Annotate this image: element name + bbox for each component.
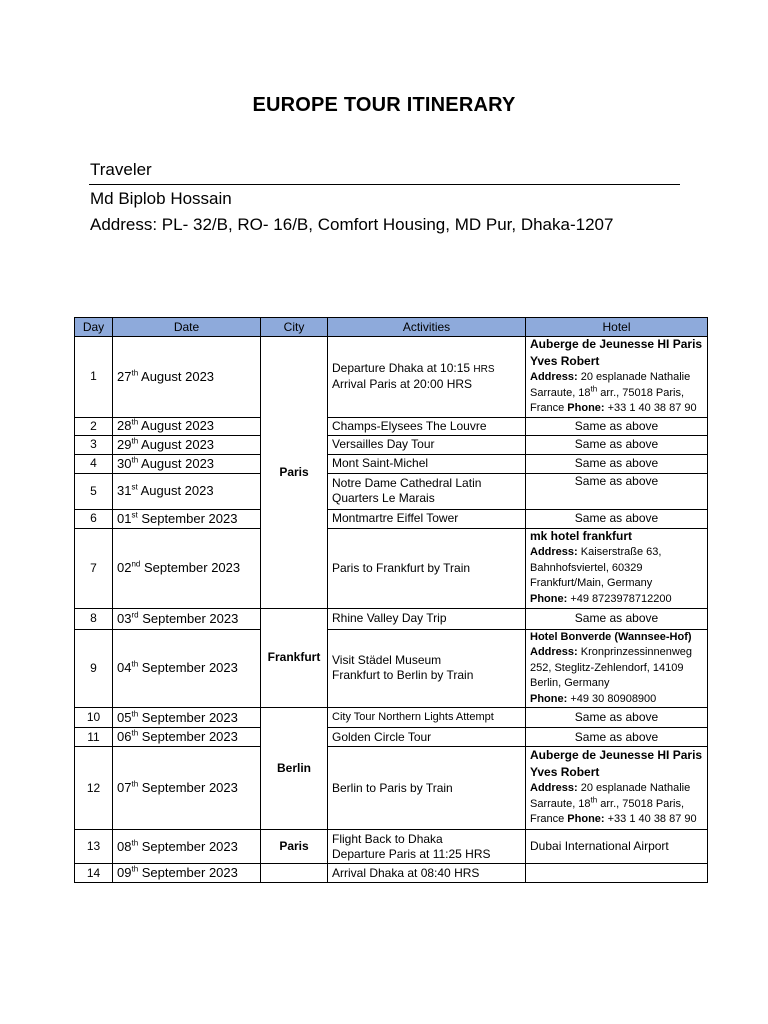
day-cell: 12: [75, 747, 113, 830]
day-cell: 9: [75, 629, 113, 708]
hotel-cell: Auberge de Jeunesse HI Paris Yves Robert Address: 20 esplanade Nathalie Sarraute, 18th arr., 75018 Paris, France Phone: +33 1 40 38 87 90: [526, 747, 708, 830]
table-row: [75, 864, 708, 883]
date-cell: 27th August 2023: [113, 337, 261, 418]
traveler-name: Md Biplob Hossain: [90, 189, 232, 208]
table-row: [75, 708, 708, 728]
header-day: Day: [75, 318, 113, 337]
activities-cell: Visit Städel Museum Frankfurt to Berlin by Train: [328, 629, 526, 708]
itinerary-table: [74, 317, 708, 883]
table-row: [75, 509, 708, 528]
hotel-cell: Same as above: [526, 473, 708, 509]
hotel-cell: Same as above: [526, 417, 708, 435]
table-row: [75, 473, 708, 509]
day-cell: 4: [75, 454, 113, 473]
date-cell: 08th September 2023: [113, 830, 261, 864]
header-hotel: Hotel: [526, 318, 708, 337]
hotel-cell: Auberge de Jeunesse HI Paris Yves Robert Address: 20 esplanade Nathalie Sarraute, 18th arr., 75018 Paris, France Phone: +33 1 40 38 87 90: [526, 337, 708, 418]
table-row: [75, 608, 708, 629]
traveler-label: Traveler: [90, 160, 152, 179]
table-row: [75, 435, 708, 454]
day-cell: 2: [75, 417, 113, 435]
day-cell: 3: [75, 435, 113, 454]
city-cell: [261, 864, 328, 883]
table-row: [75, 528, 708, 608]
table-row: [75, 747, 708, 830]
hotel-cell: Same as above: [526, 708, 708, 728]
document-title: EUROPE TOUR ITINERARY: [252, 94, 516, 116]
date-cell: 02nd September 2023: [113, 528, 261, 608]
day-cell: 1: [75, 337, 113, 418]
date-cell: 28th August 2023: [113, 417, 261, 435]
activities-cell: Golden Circle Tour: [328, 728, 526, 747]
traveler-address: Address: PL- 32/B, RO- 16/B, Comfort Housing, MD Pur, Dhaka-1207: [90, 215, 614, 234]
city-cell: Berlin: [261, 708, 328, 830]
date-cell: 07th September 2023: [113, 747, 261, 830]
activities-cell: Rhine Valley Day Trip: [328, 608, 526, 629]
activities-cell: Flight Back to Dhaka Departure Paris at 11:25 HRS: [328, 830, 526, 864]
activities-cell: Berlin to Paris by Train: [328, 747, 526, 830]
table-row: [75, 454, 708, 473]
activities-cell: Montmartre Eiffel Tower: [328, 509, 526, 528]
hotel-cell: Same as above: [526, 435, 708, 454]
hotel-cell: Same as above: [526, 728, 708, 747]
table-header-row: [75, 318, 708, 337]
city-cell: Paris: [261, 830, 328, 864]
table-row: [75, 728, 708, 747]
header-city: City: [261, 318, 328, 337]
date-cell: 04th September 2023: [113, 629, 261, 708]
date-cell: 06th September 2023: [113, 728, 261, 747]
hotel-cell: Same as above: [526, 509, 708, 528]
hotel-cell: Dubai International Airport: [526, 830, 708, 864]
activities-cell: Paris to Frankfurt by Train: [328, 528, 526, 608]
activities-cell: Notre Dame Cathedral Latin Quarters Le Marais: [328, 473, 526, 509]
header-activities: Activities: [328, 318, 526, 337]
day-cell: 14: [75, 864, 113, 883]
hotel-cell: Same as above: [526, 608, 708, 629]
hotel-cell: Hotel Bonverde (Wannsee-Hof) Address: Kronprinzessinnenweg 252, Steglitz-Zehlendorf, 14109 Berlin, Germany Phone: +49 30 80908900: [526, 629, 708, 708]
activities-cell: Mont Saint-Michel: [328, 454, 526, 473]
day-cell: 11: [75, 728, 113, 747]
day-cell: 8: [75, 608, 113, 629]
table-row: [75, 337, 708, 418]
activities-cell: Versailles Day Tour: [328, 435, 526, 454]
date-cell: 05th September 2023: [113, 708, 261, 728]
city-cell: Frankfurt: [261, 608, 328, 708]
date-cell: 03rd September 2023: [113, 608, 261, 629]
table-row: [75, 417, 708, 435]
table-row: [75, 830, 708, 864]
activities-cell: City Tour Northern Lights Attempt: [328, 708, 526, 728]
activities-cell: Departure Dhaka at 10:15 HRS Arrival Paris at 20:00 HRS: [328, 337, 526, 418]
day-cell: 7: [75, 528, 113, 608]
day-cell: 6: [75, 509, 113, 528]
hotel-cell: mk hotel frankfurt Address: Kaiserstraße 63, Bahnhofsviertel, 60329 Frankfurt/Main, Germany Phone: +49 8723978712200: [526, 528, 708, 608]
day-cell: 10: [75, 708, 113, 728]
day-cell: 5: [75, 473, 113, 509]
day-cell: 13: [75, 830, 113, 864]
activities-cell: Arrival Dhaka at 08:40 HRS: [328, 864, 526, 883]
city-cell: Paris: [261, 337, 328, 609]
date-cell: 29th August 2023: [113, 435, 261, 454]
date-cell: 30th August 2023: [113, 454, 261, 473]
activities-cell: Champs-Elysees The Louvre: [328, 417, 526, 435]
header-date: Date: [113, 318, 261, 337]
hotel-cell: [526, 864, 708, 883]
date-cell: 31st August 2023: [113, 473, 261, 509]
hotel-cell: Same as above: [526, 454, 708, 473]
date-cell: 01st September 2023: [113, 509, 261, 528]
table-row: [75, 629, 708, 708]
date-cell: 09th September 2023: [113, 864, 261, 883]
divider: [89, 184, 680, 185]
